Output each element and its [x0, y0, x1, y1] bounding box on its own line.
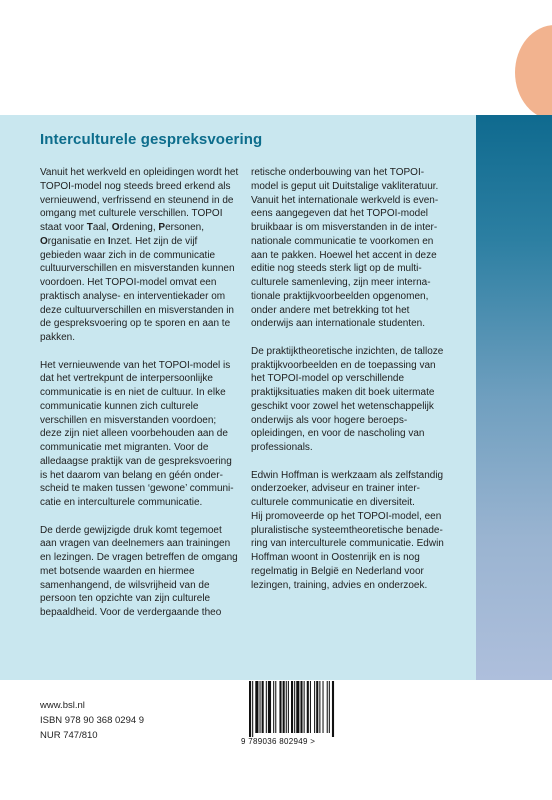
- paragraph: Edwin Hoffman is werkzaam als zelfstandig onderzoeker, adviseur en trainer interculturele communicatie en diversiteit.: [251, 469, 444, 508]
- barcode-digits: 9 789036 802949 >: [241, 737, 316, 746]
- publisher-info: [40, 698, 144, 743]
- publisher-url[interactable]: www.bsl.nl: [40, 700, 85, 711]
- isbn-text: ISBN 978 90 368 0294 9: [40, 715, 145, 726]
- bold-letter: I: [107, 235, 111, 247]
- paragraph: Vanuit het werkveld en opleidingen wordt het TOPOI-model nog steeds breed erkend als vernieuwend, verfrissend en steunend in de omgang met culturele verschillen. TOPOI staat voor Taal, Ordening, Personen, Organisatie en Inzet. Het zijn de vijf gebieden waar zich in de communicatie cultuurverschillen en misverstanden kunnen voordoen. Het TOPOI-model omvat een praktisch analyse- en interventiekader om deze cultuurverschillen en misverstanden in de gespreksvoering op te sporen en aan te pakken.: [40, 167, 239, 343]
- barcode: [248, 681, 342, 737]
- nur-text: NUR 747/810: [40, 730, 98, 741]
- paragraph: De praktijktheoretische inzichten, de talloze praktijkvoorbeelden en de toepassing van het TOPOI-model op verschillende praktijksituaties maken dit boek uitermate geschikt voor zowel het wetenschappelijk onderwijs als voor hogere beroepsopleidingen, en voor de nascholing van professionals.: [251, 345, 444, 453]
- gradient-side-band: [476, 115, 552, 680]
- barcode-graphic: [248, 681, 342, 737]
- left-column: [40, 166, 240, 634]
- page-title: Interculturele gespreksvoering: [40, 131, 263, 148]
- bold-letter: O: [111, 222, 120, 233]
- paragraph: Hij promoveerde op het TOPOI-model, een pluralistische systeemtheoretische benadering van interculturele communicatie. Edwin Hoffman woont in Oostenrijk en is nog regelmatig in België en Nederland voor lezingen, training, advies en onderzoek.: [251, 510, 444, 591]
- bold-letter: O: [40, 235, 48, 247]
- paragraph: Het vernieuwende van het TOPOI-model is dat het vertrekpunt de interpersoonlijke communicatie is en niet de cultuur. In elke communicatie kunnen zich culturele verschillen en misverstanden voordoen; deze zijn niet alleen voorbehouden aan de communicatie met migranten. Voor de alledaagse praktijk van de gespreksvoering is het daarom van belang en géén onderscheid te maken tussen ‘gewone’ communicatie en interculturele communicatie.: [40, 359, 234, 508]
- right-column: [251, 166, 451, 606]
- bold-letter: T: [86, 222, 93, 233]
- paragraph: retische onderbouwing van het TOPOI-model is geput uit Duitstalige vakliteratuur. Vanuit het internationale werkveld is eveneens aangegeven dat het TOPOI-model bruikbaar is om misverstanden in de internationale communicatie te voorkomen en aan te pakken. Hoewel het accent in deze editie nog steeds sterk ligt op de multiculturele samenleving, zijn meer internationale praktijkvoorbeelden opgenomen, onder andere met betrekking tot het onderwijs aan internationale studenten.: [251, 167, 439, 330]
- top-margin: [0, 0, 552, 115]
- bold-letter: P: [158, 222, 166, 233]
- paragraph: De derde gewijzigde druk komt tegemoet aan vragen van deelnemers aan trainingen en lezingen. De vragen betreffen de omgang met botsende waarden en hiermee samenhangend, de wilsvrijheid van de persoon ten opzichte van zijn culturele bepaaldheid. Voor de verdergaande theo: [40, 524, 238, 618]
